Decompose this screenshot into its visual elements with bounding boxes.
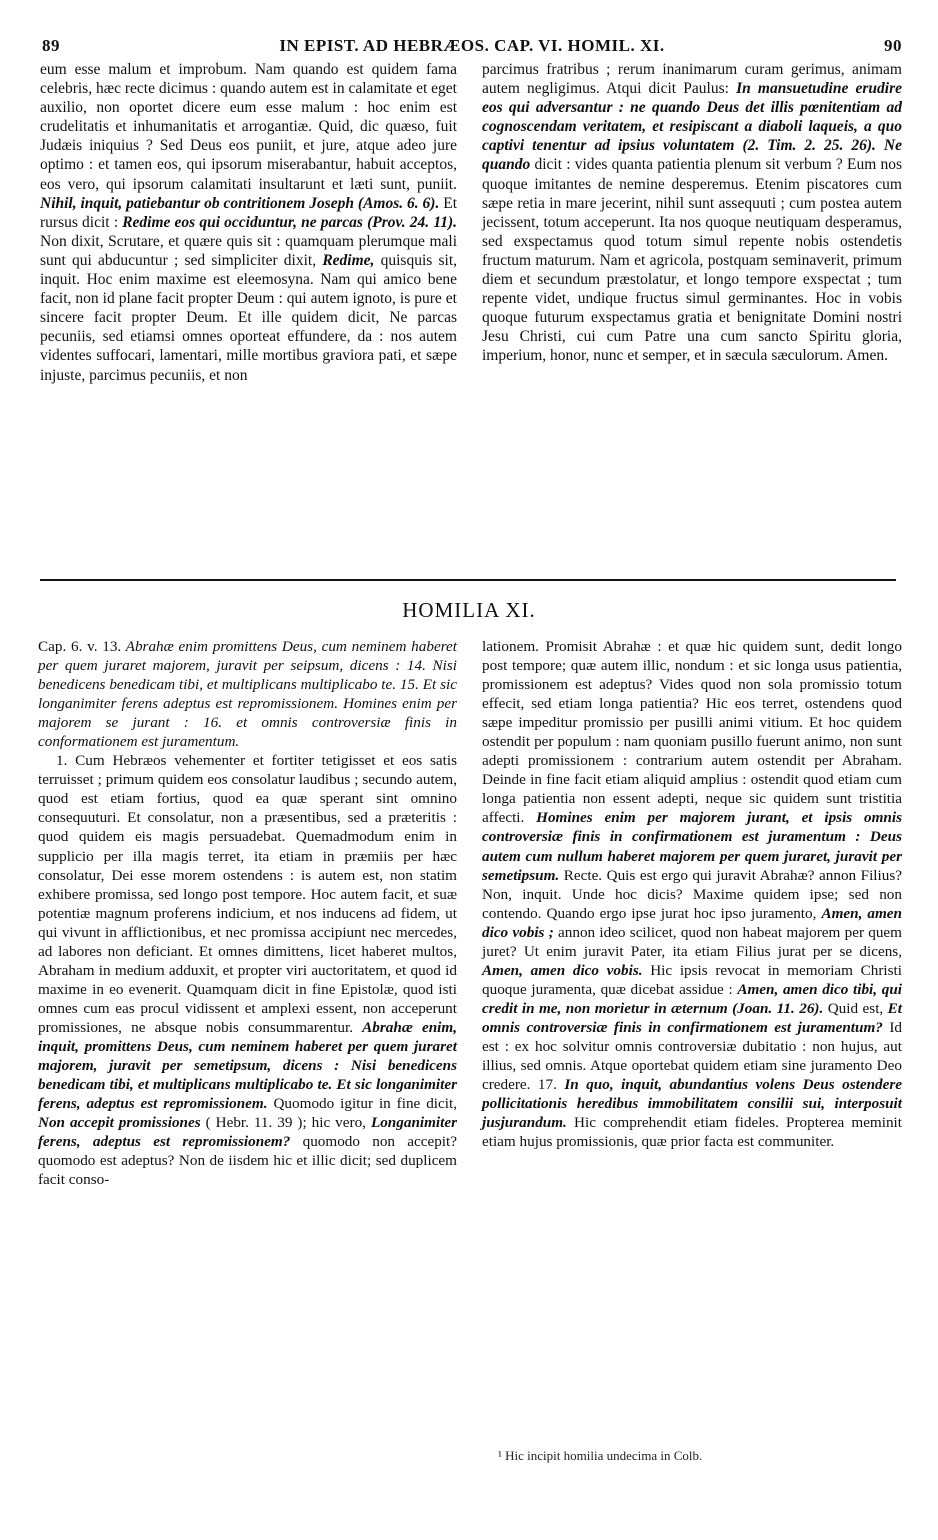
italic-quote: Amen, amen dico vobis ; (482, 904, 902, 941)
section-divider (40, 579, 896, 581)
italic-quote: Non accepit promissiones (38, 1114, 201, 1132)
bottom-right-column (482, 637, 902, 1151)
chapter-summary (38, 637, 457, 751)
italic-quote: Homines enim per majorem jurant, et ipsis omnis controversiæ finis in confirmationem est juramentum : Deus autem cum nullum haberet majorem per quem juraret, juravit per semetipsum. (482, 809, 903, 884)
top-left-column (40, 60, 457, 385)
text-run: quomodo non accepit? quomodo est adeptus? Non de iisdem hic et illic dicit; sed duplicem facit conso- (38, 1133, 457, 1189)
italic-quote: Amen, amen dico tibi, qui credit in me, non morietur in æternum (Joan. 11. 26). (482, 980, 902, 1017)
italic-quote: Et omnis controversiæ finis in confirmationem est juramentum? (482, 999, 903, 1036)
page-number-left: 89 (42, 36, 60, 55)
text-run: eum esse malum et improbum. Nam quando est quidem fama celebris, hæc recte dicimus : quando autem est in calamitate et eget auxilio, non oportet dicere eum esse malum : hoc enim est crudelitatis et inhumanitatis et arrogantiæ. Quid, dic quæso, fuit Judæis iniquius ? Sed Deus eos puniit, et jure, atque adeo jure optimo : et tamen eos, qui ipsorum miserabantur, habuit acceptos, eos vero, qui ipsorum calamitati insultarunt et læti sunt, puniit. (40, 61, 457, 193)
italic-quote: Nihil, inquit, patiebantur ob contritionem Joseph (Amos. 6. 6). (40, 194, 440, 212)
text-run: lationem. Promisit Abrahæ : et quæ hic quidem sunt, dedit longo post tempore; quæ autem illic, nondum : et sic longa usus patientia, promissionem est adeptus? Vides quod non sola promissio totum effecit, sed etiam longa patientia? Hic eos terret, ostendens quod sæpe impeditur promissio per pusilli animi vitium. Et hoc quidem ostendit per populum : nam quoniam pusillo fuerunt animo, non sunt adepti promissionem : contrarium autem ostendit per Abraham. Deinde in fine facit etiam aliquid amplius : ostendit quod etiam cum longa patientia non essent adepti, neque sic quidem sunt tristitia affecti. (482, 638, 902, 827)
homily-title: HOMILIA XI. (402, 598, 536, 622)
paragraph (482, 637, 902, 1151)
text-run: annon ideo scilicet, quod non habeat majorem per quem juret? Ut enim juravit Pater, ita etiam Filius jurat per se dicens, (482, 923, 902, 960)
italic-quote: In quo, inquit, abundantius volens Deus ostendere pollicitationis heredibus immobilitatem consilii sui, interposuit jusjurandum. (482, 1076, 903, 1132)
text-run: parcimus fratribus ; rerum inanimarum curam gerimus, animam autem negligimus. Atqui dicit Paulus: (482, 61, 902, 98)
italic-quote: Longanimiter ferens, adeptus est repromissionem? (38, 1114, 458, 1151)
page-number-right: 90 (883, 36, 902, 55)
top-right-column (482, 60, 902, 366)
running-title: IN EPIST. AD HEBRÆOS. CAP. VI. HOMIL. XI. (279, 36, 665, 55)
chapter-reference: Cap. 6. v. 13. (38, 638, 122, 655)
text-run: Recte. Quis est ergo qui juravit Abrahæ? annon Filius? Non, inquit. Unde hoc dicis? Maxime quidem ipse; sed non contendo. Quando ergo ipse jurat hoc ipso juramento, (482, 866, 902, 922)
paragraph (38, 751, 457, 1189)
italic-quote: In mansuetudine erudire eos qui adversantur : ne quando Deus det illis pœnitentiam ad cognoscendam veritatem, et resipiscant a diaboli laqueis, a quo captivi tenentur ad ipsius voluntatem (2. Tim. 2. 25. 26). (482, 80, 903, 155)
text-run: Quid est, (827, 999, 884, 1017)
italic-quote: Amen, amen dico vobis. (482, 961, 643, 979)
text-run: ( Hebr. 11. 39 ); hic vero, (205, 1114, 366, 1132)
summary-text: Abrahæ enim promittens Deus, cum neminem haberet per quem juraret majorem, juravit per seipsum, dicens : 14. Nisi benedicens benedicam tibi, et multiplicans multiplicabo te. 15. Et sic longanimiter ferens adeptus est repromissionem. Homines enim per majorem se jurant : 16. et omnis controversiæ finis in conformationem est juramentum. (38, 638, 457, 751)
text-run: Et rursus dicit : (40, 194, 458, 231)
italic-quote: Redime, (322, 251, 375, 269)
bottom-left-column (38, 637, 457, 1189)
paragraph (482, 60, 902, 366)
italic-quote: Ne quando (482, 137, 902, 174)
text-run: quisquis sit, inquit. Hoc enim maxime est eleemosyna. Nam qui amico bene facit, non id plane facit propter Deum : qui autem ignoto, is pure et sincere facit propter Deum. Et ille quidem dicit, Ne parcas pecuniis, sed etiamsi omnes oporteat effundere, da : nos autem videntes suffocari, lamentari, mille mortibus graviora pati, et sæpe injuste, parcimus pecuniis, et non (40, 251, 458, 384)
text-run: 1. Cum Hebræos vehementer et fortiter tetigisset et eos satis terruisset ; primum quidem eos consolatur laudibus ; secundo autem, quod est etiam fortius, quod ea quæ sperant sint omnino consequuturi. Et consolatur, non a præsentibus, sed a præteritis : quod quidem eis magis persuadebat. Quemadmodum enim in supplicio per illa magis terret, ita etiam in præmiis per hæc consolatur, Dei esse morem ostendens : is autem est, non statim exhibere promissa, sed longo post tempore. Hoc autem facit, et suæ potentiæ magnum proferens indicium, et nos inducens ad fidem, ut qui vivunt in afflictionibus, et nec promissa accipiunt nec mercedes, ad labores non deficiant. Et omnes dimittens, licet haberet multos, Abraham in medium adduxit, et propter viri auctoritatem, et quod id maxime in eo evenerit. Quamquam dicit in fine Epistolæ, quod isti omnes cum eas procul vidissent et amplexi essent, non acceperunt promissiones, ne absque nobis consummarentur. (38, 752, 457, 1036)
text-run: Quomodo igitur in fine dicit, (273, 1095, 458, 1113)
text-run: Non dixit, Scrutare, et quære quis sit : quamquam plerumque mali sunt qui abducuntur ; sed simpliciter dixit, (40, 232, 457, 269)
italic-quote: Abrahæ enim, inquit, promittens Deus, cum neminem haberet per quem juraret majorem, juravit per semetipsum, dicens : Nisi benedicens benedicam tibi, et multiplicans multiplicabo te. Et sic longanimiter ferens, adeptus est repromissionem. (38, 1018, 457, 1113)
italic-quote: Redime eos qui occiduntur, ne parcas (Prov. 24. 11). (122, 213, 457, 231)
running-header (42, 36, 902, 60)
text-run: Hic ipsis revocat in memoriam Christi quoque juramenta, quæ dicebat assidue : (482, 961, 902, 998)
text-run: dicit : vides quanta patientia plenum sit verbum ? Eum nos quoque imitantes de nemine desperemus. Etenim piscatores cum sæpe retia in mare jecerint, nihil sunt assequuti ; cum postea autem jecissent, totum acceperunt. Ita nos quoque neutiquam desperamus, sed exspectamus quod totum simul repente nobis ostendetis fructum maturum. Nam et agricola, postquam seminaverit, primum diem et secundum præstolatur, et longo tempore exspectat ; tum repente videt, undique fructus simul germinantes. Hoc in vobis quoque futurum exspectamus gratia et benignitate Domini nostri Jesu Christi, cui cum Patre una cum sancto Spiritu gloria, imperium, honor, nunc et semper, et in sæcula sæculorum. Amen. (482, 156, 902, 365)
text-run: Id est : ex hoc solvitur omnis controversiæ dubitatio : non hujus, aut illius, sed omnis. Atque oportebat quidem etiam sine juramento Deo credere. 17. (482, 1018, 903, 1094)
paragraph (40, 60, 457, 385)
text-run: Hic comprehendit etiam fideles. Propterea meminit etiam hujus promissionis, quæ prior facta est communiter. (482, 1114, 903, 1151)
footnote: ¹ Hic incipit homilia undecima in Colb. (498, 1448, 703, 1463)
